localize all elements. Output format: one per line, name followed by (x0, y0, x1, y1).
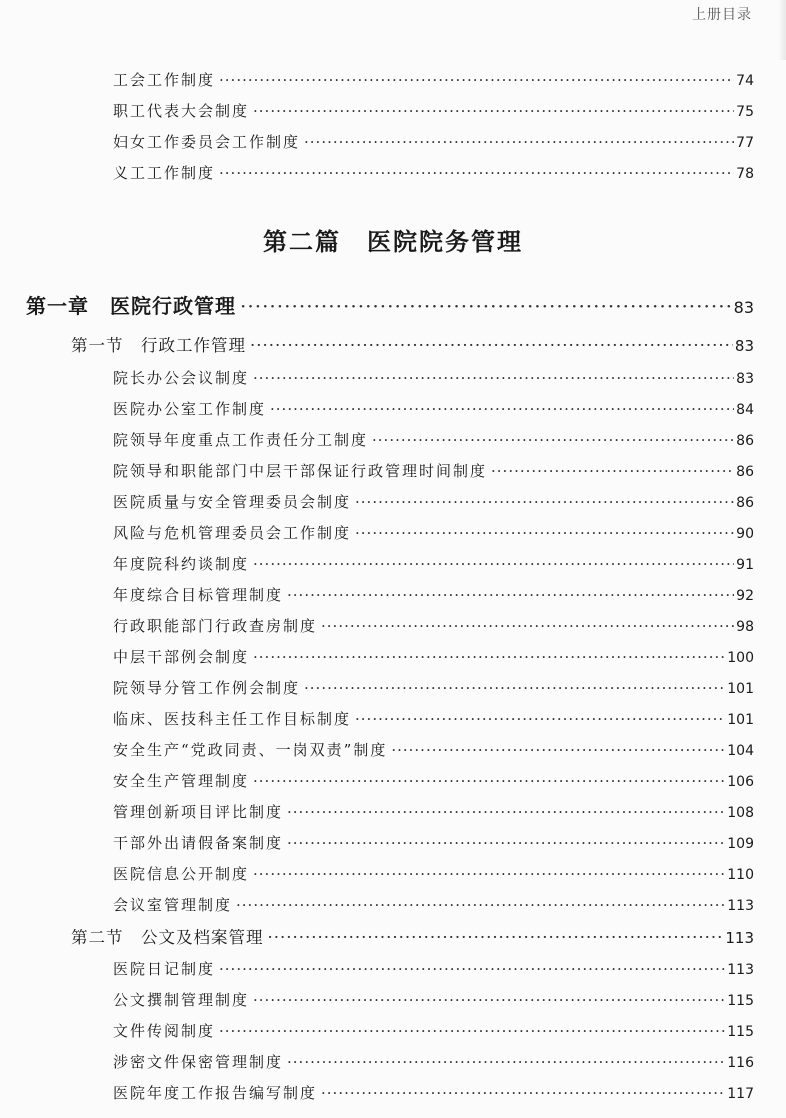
dot-leader (372, 426, 734, 454)
toc-entry[interactable] (113, 519, 754, 547)
toc-entry-page: 110 (727, 867, 754, 883)
toc-entry-page: 115 (727, 1024, 754, 1040)
toc-entry[interactable] (113, 364, 754, 392)
dot-leader (355, 488, 734, 516)
toc-entry-page: 108 (727, 805, 754, 821)
toc-entry-page: 90 (736, 526, 754, 542)
dot-leader (355, 705, 725, 733)
dot-leader (219, 159, 734, 187)
dot-leader (268, 924, 724, 952)
toc-entry-title: 院领导分管工作例会制度 (113, 679, 301, 697)
toc-entry[interactable] (113, 736, 754, 764)
toc-entry-title: 院领导和职能部门中层干部保证行政管理时间制度 (113, 462, 488, 480)
toc-entry[interactable] (113, 1048, 754, 1076)
toc-entry[interactable] (113, 612, 754, 640)
toc-entry-title: 会议室管理制度 (113, 896, 233, 914)
toc-entry[interactable] (113, 643, 754, 671)
toc-entry-title: 医院信息公开制度 (113, 865, 250, 883)
toc-entry-page: 86 (736, 495, 754, 511)
dot-leader (253, 643, 725, 671)
dot-leader (240, 291, 732, 321)
toc-entry[interactable] (113, 829, 754, 857)
toc-entry[interactable] (113, 457, 754, 485)
toc-entry-page: 86 (736, 433, 754, 449)
dot-leader (253, 860, 725, 888)
toc-entry-title: 年度院科约谈制度 (113, 555, 250, 573)
toc-entry-page: 117 (727, 1086, 754, 1102)
toc-entry-page: 116 (727, 1055, 754, 1071)
dot-leader (304, 128, 734, 156)
dot-leader (253, 767, 725, 795)
toc-entry-title: 安全生产“党政同责、一岗双责”制度 (113, 741, 388, 759)
dot-leader (236, 891, 725, 919)
dot-leader (219, 66, 734, 94)
toc-entry-page: 101 (727, 681, 754, 697)
toc-entry-page: 92 (736, 588, 754, 604)
dot-leader (253, 986, 725, 1014)
dot-leader (287, 1048, 725, 1076)
dot-leader (491, 457, 734, 485)
toc-entry-page: 109 (727, 836, 754, 852)
toc-entry[interactable] (113, 395, 754, 423)
toc-entry-title: 院领导年度重点工作责任分工制度 (113, 431, 369, 449)
dot-leader (253, 364, 734, 392)
toc-entry-title: 临床、医技科主任工作目标制度 (113, 710, 352, 728)
page-edge-shadow (778, 0, 786, 60)
dot-leader (321, 1079, 725, 1107)
toc-entry[interactable] (113, 128, 754, 156)
toc-entry-title: 院长办公会议制度 (113, 369, 250, 387)
toc-section[interactable] (71, 924, 754, 952)
dot-leader (253, 97, 734, 125)
toc-entry-title: 义工工作制度 (113, 164, 216, 182)
toc-entry-page: 77 (736, 135, 754, 151)
toc-entry[interactable] (113, 955, 754, 983)
toc-entry-page: 98 (736, 619, 754, 635)
toc-entry-page: 74 (736, 73, 754, 89)
toc-section-page: 113 (725, 929, 754, 947)
toc-entry[interactable] (113, 798, 754, 826)
toc-entry[interactable] (113, 66, 754, 94)
dot-leader (355, 519, 734, 547)
dot-leader (219, 1017, 725, 1045)
toc-entry[interactable] (113, 550, 754, 578)
toc-entry-page: 75 (736, 104, 754, 120)
toc-entry-title: 妇女工作委员会工作制度 (113, 133, 301, 151)
toc-entry-title: 风险与危机管理委员会工作制度 (113, 524, 352, 542)
dot-leader (219, 955, 725, 983)
toc-entry-page: 113 (727, 898, 754, 914)
toc-entry-title: 职工代表大会制度 (113, 102, 250, 120)
toc-chapter[interactable] (26, 291, 754, 321)
toc-entry-title: 医院年度工作报告编写制度 (113, 1084, 318, 1102)
toc-entry[interactable] (113, 581, 754, 609)
toc-chapter-page: 83 (733, 298, 754, 317)
toc-entry-page: 113 (727, 962, 754, 978)
toc-entry-title: 安全生产管理制度 (113, 772, 250, 790)
dot-leader (391, 736, 725, 764)
toc-section-title: 第二节 公文及档案管理 (71, 928, 264, 947)
toc-section-page: 83 (734, 337, 754, 355)
toc-entry[interactable] (113, 705, 754, 733)
toc-entry-title: 文件传阅制度 (113, 1022, 216, 1040)
toc-entry-title: 管理创新项目评比制度 (113, 803, 284, 821)
toc-entry-page: 84 (736, 402, 754, 418)
toc-entry-title: 医院办公室工作制度 (113, 400, 267, 418)
toc-entry-page: 100 (727, 650, 754, 666)
toc-entry-page: 83 (736, 371, 754, 387)
toc-entry-title: 中层干部例会制度 (113, 648, 250, 666)
dot-leader (287, 798, 725, 826)
toc-entry-page: 86 (736, 464, 754, 480)
toc-entry[interactable] (113, 986, 754, 1014)
toc-entry-page: 106 (727, 774, 754, 790)
toc-entry-title: 干部外出请假备案制度 (113, 834, 284, 852)
toc-entry[interactable] (113, 767, 754, 795)
dot-leader (321, 612, 734, 640)
toc-entry-page: 91 (736, 557, 754, 573)
dot-leader (270, 395, 734, 423)
toc-entry-title: 医院日记制度 (113, 960, 216, 978)
dot-leader (287, 829, 725, 857)
toc-entry[interactable] (113, 674, 754, 702)
toc-section-title: 第一节 行政工作管理 (71, 336, 246, 355)
toc-entry-page: 115 (727, 993, 754, 1009)
running-header: 上册目录 (692, 7, 752, 23)
toc-entry[interactable] (113, 860, 754, 888)
toc-entry-page: 78 (736, 166, 754, 182)
toc-entry-title: 医院质量与安全管理委员会制度 (113, 493, 352, 511)
toc-entry-title: 涉密文件保密管理制度 (113, 1053, 284, 1071)
toc-entry-page: 101 (727, 712, 754, 728)
toc-entry[interactable] (113, 1017, 754, 1045)
part-heading: 第二篇 医院院务管理 (263, 227, 523, 256)
toc-entry[interactable] (113, 891, 754, 919)
toc-entry-page: 104 (727, 743, 754, 759)
toc-entry-title: 行政职能部门行政查房制度 (113, 617, 318, 635)
toc-entry-title: 年度综合目标管理制度 (113, 586, 284, 604)
toc-entry-title: 公文撰制管理制度 (113, 991, 250, 1009)
dot-leader (304, 674, 725, 702)
dot-leader (287, 581, 734, 609)
toc-chapter-title: 第一章 医院行政管理 (26, 294, 236, 318)
dot-leader (253, 550, 734, 578)
toc-entry[interactable] (113, 488, 754, 516)
toc-section[interactable] (71, 332, 754, 360)
toc-entry[interactable] (113, 426, 754, 454)
toc-entry[interactable] (113, 97, 754, 125)
toc-entry[interactable] (113, 1079, 754, 1107)
toc-entry-title: 工会工作制度 (113, 71, 216, 89)
toc-entry[interactable] (113, 159, 754, 187)
dot-leader (250, 332, 733, 360)
